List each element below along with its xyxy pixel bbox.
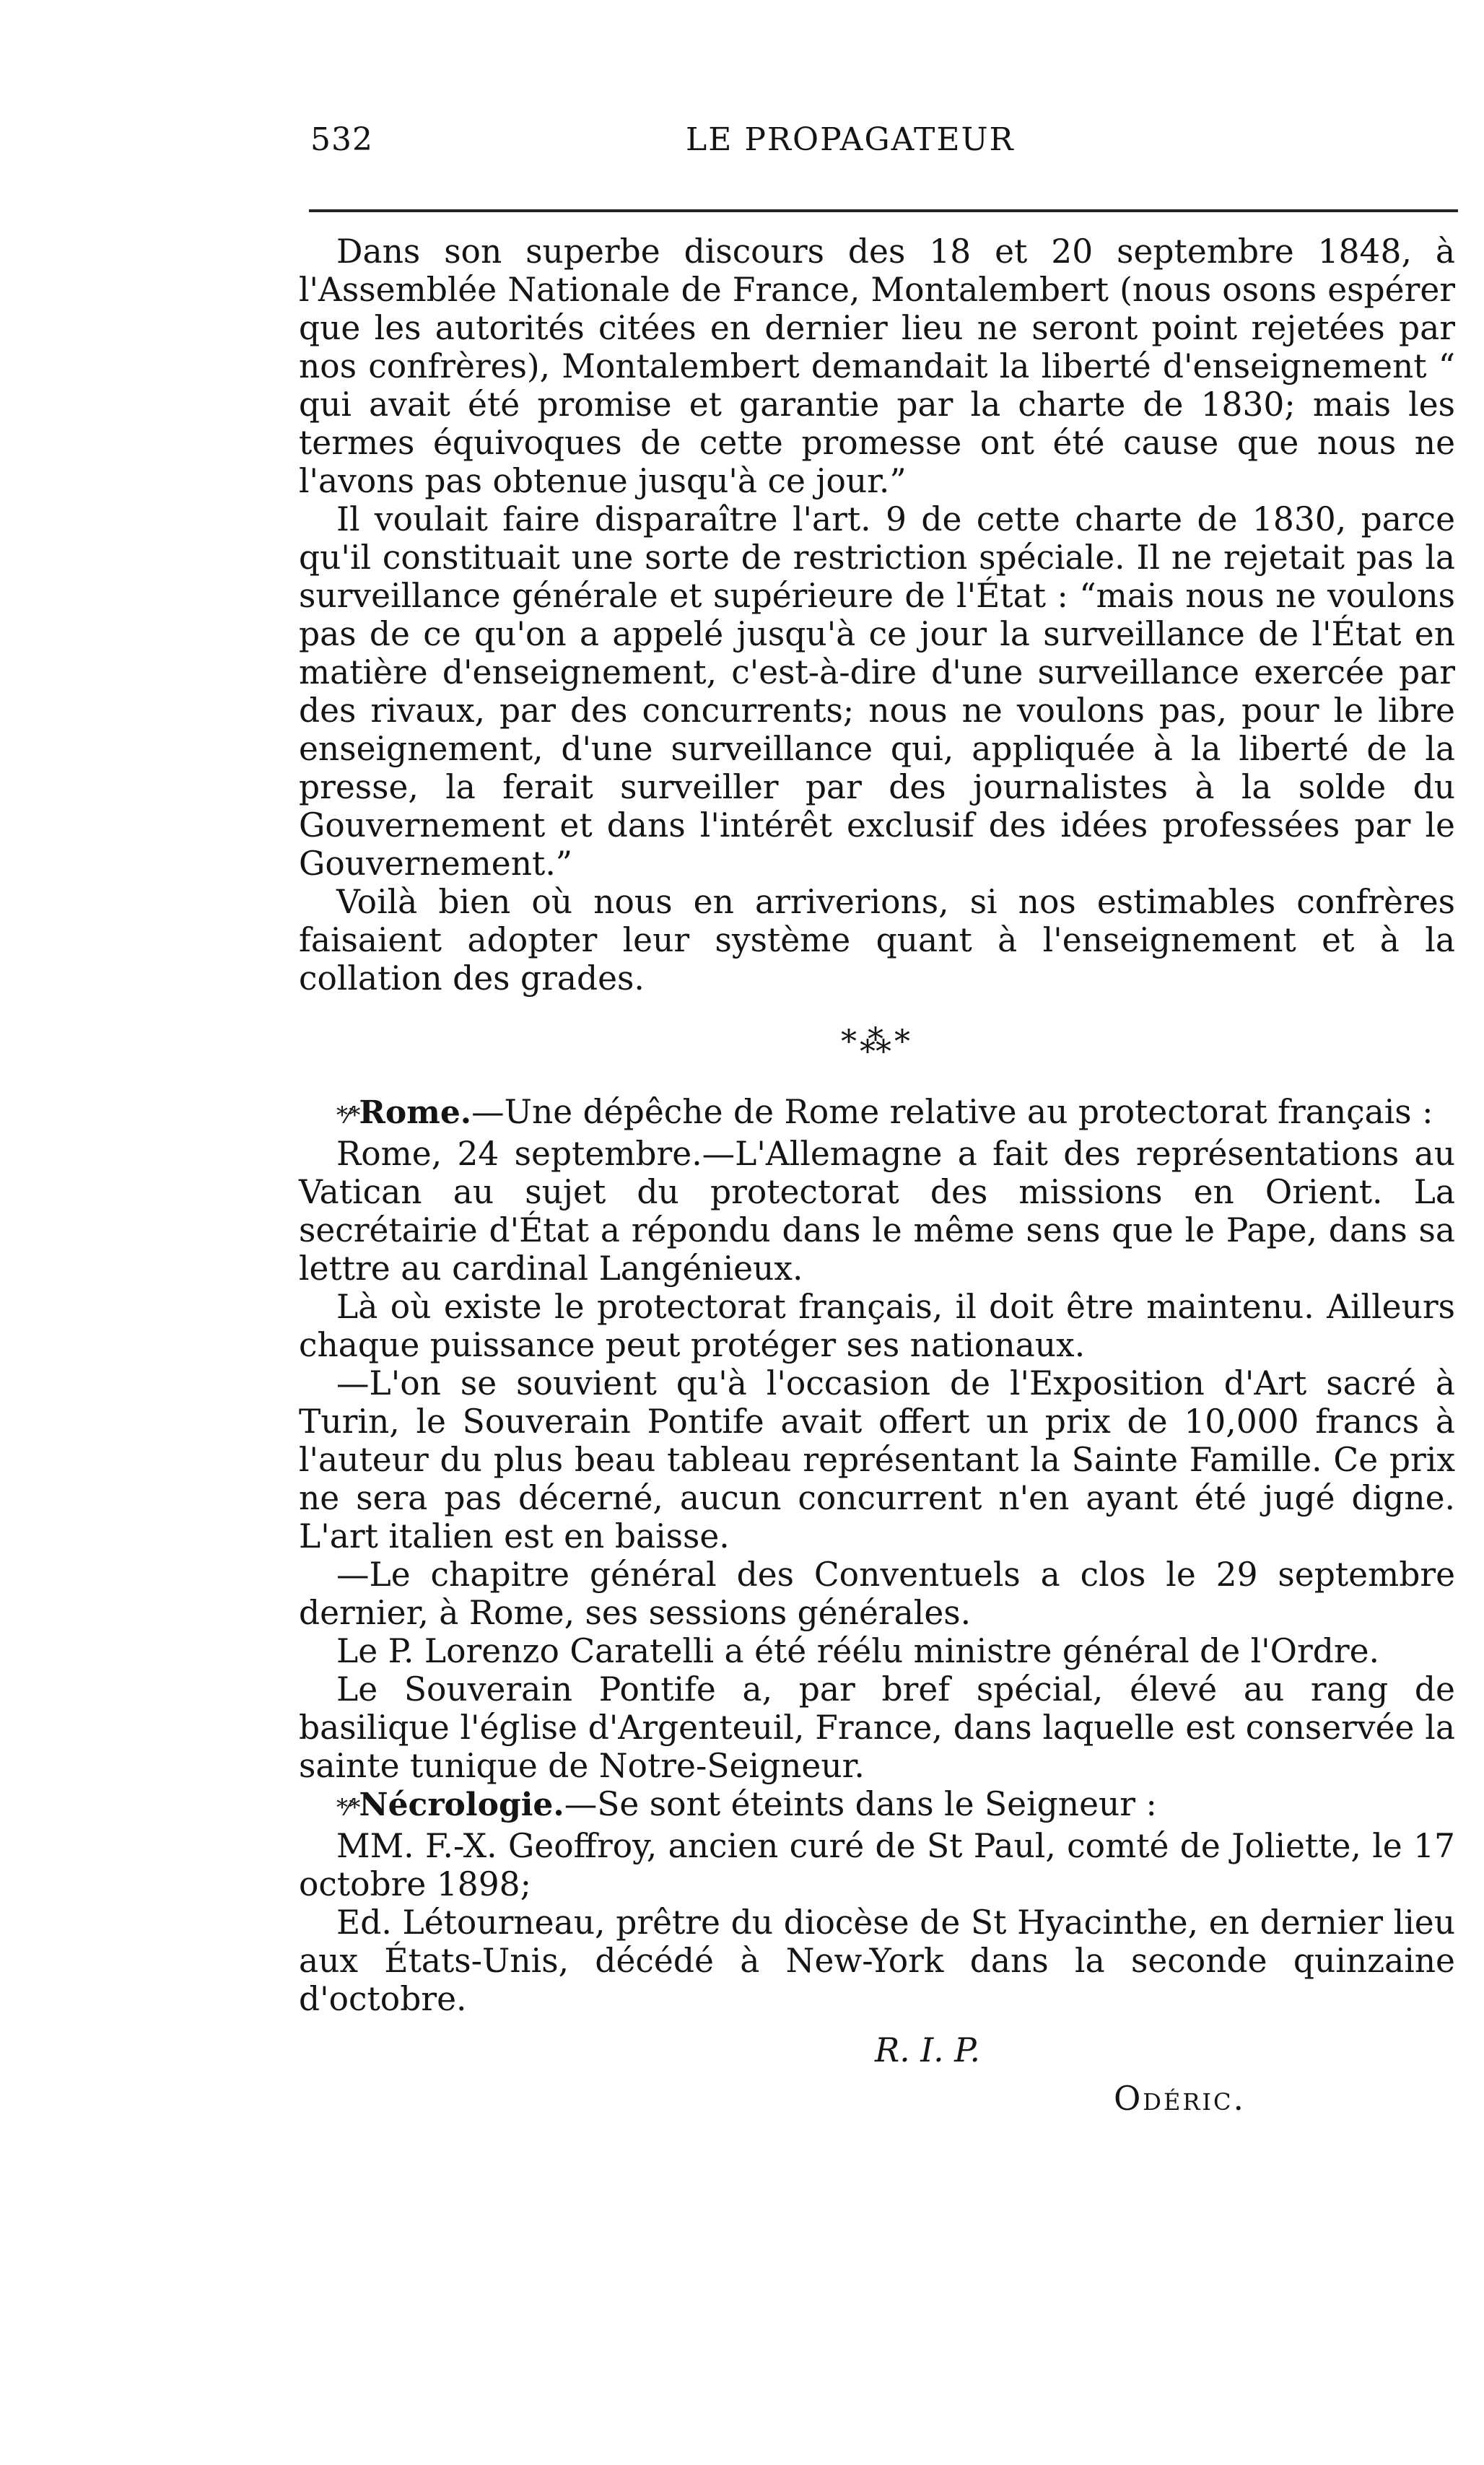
page-header	[310, 121, 1457, 179]
running-title: LE PROPAGATEUR	[686, 121, 1015, 158]
paragraph-geoffroy: MM. F.-X. Geoffroy, ancien curé de St Paul, comté de Joliette, le 17 octobre 1898;	[299, 1827, 1455, 1903]
rip-line: R. I. P.	[875, 2031, 980, 2069]
necrologie-intro-text: —Se sont éteints dans le Seigneur :	[564, 1785, 1157, 1823]
necrologie-heading: Nécrologie.	[359, 1786, 564, 1823]
paragraph-montalembert: Dans son superbe discours des 18 et 20 septembre 1848, à l'Assemblée Nationale de France, Montalembert (nous osons espérer que les autorités citées en dernier lieu ne seront point rejetées par nos confrères), Montalembert demandait la liberté d'enseignement “ qui avait été promise et garantie par la charte de 1830; mais les termes équivoques de cette promesse ont été cause que nous ne l'avons pas obtenue jusqu'à ce jour.”	[299, 232, 1455, 500]
paragraph-conclusion: Voilà bien où nous en arriverions, si nos estimables confrères faisaient adopter leur système quant à l'enseignement et à la collation des grades.	[299, 883, 1455, 998]
section-marker: *⁄*	[336, 1101, 359, 1129]
paragraph-letourneau: Ed. Létourneau, prêtre du diocèse de St Hyacinthe, en dernier lieu aux États-Unis, décédé à New-York dans la seconde quinzaine d'octobre.	[299, 1903, 1455, 2018]
page-number: 532	[310, 121, 373, 158]
rome-heading: Rome.	[359, 1094, 472, 1131]
paragraph-argenteuil: Le Souverain Pontife a, par bref spécial, élevé au rang de basilique l'église d'Argenteuil, France, dans laquelle est conservée la sainte tunique de Notre-Seigneur.	[299, 1670, 1455, 1785]
paragraph-charte: Il voulait faire disparaître l'art. 9 de cette charte de 1830, parce qu'il constituait une sorte de restriction spéciale. Il ne rejetait pas la surveillance générale et supérieure de l'État : “mais nous ne voulons pas de ce qu'on a appelé jusqu'à ce jour la surveillance de l'État en matière d'enseignement, c'est-à-dire d'une surveillance exercée par des rivaux, par des concurrents; nous ne voulons pas, pour le libre enseignement, d'une surveillance qui, appliquée à la liberté de la presse, la ferait surveiller par des journalistes à la solde du Gouvernement et dans l'intérêt exclusif des idées professées par le Gouvernement.”	[299, 500, 1455, 883]
paragraph-protectorat: Là où existe le protectorat français, il doit être maintenu. Ailleurs chaque puissance peut protéger ses nationaux.	[299, 1288, 1455, 1364]
section-marker: *⁄*	[336, 1794, 359, 1821]
paragraph-rome-dispatch: Rome, 24 septembre.—L'Allemagne a fait des représentations au Vatican au sujet du protectorat des missions en Orient. La secrétairie d'État a répondu dans le même sens que le Pape, dans sa lettre au cardinal Langénieux.	[299, 1135, 1455, 1288]
author-signature: Odéric.	[1114, 2080, 1246, 2118]
paragraph-turin: —L'on se souvient qu'à l'occasion de l'Exposition d'Art sacré à Turin, le Souverain Pontife avait offert un prix de 10,000 francs à l'auteur du plus beau tableau représentant la Sainte Famille. Ce prix ne sera pas décerné, aucun concurrent n'en ayant été jugé digne. L'art italien est en baisse.	[299, 1364, 1455, 1556]
paragraph-conventuels: —Le chapitre général des Conventuels a clos le 29 septembre dernier, à Rome, ses sessions générales.	[299, 1556, 1455, 1632]
paragraph-necrologie	[299, 1785, 1455, 1827]
paragraph-caratelli: Le P. Lorenzo Caratelli a été réélu ministre général de l'Ordre.	[336, 1632, 1380, 1670]
paragraph-rome-intro	[299, 1093, 1455, 1135]
section-asterism: *⁂*	[841, 1024, 913, 1060]
body-text	[299, 232, 1455, 2118]
header-rule	[309, 209, 1458, 212]
rome-intro-text: —Une dépêche de Rome relative au protectorat français :	[471, 1093, 1433, 1131]
